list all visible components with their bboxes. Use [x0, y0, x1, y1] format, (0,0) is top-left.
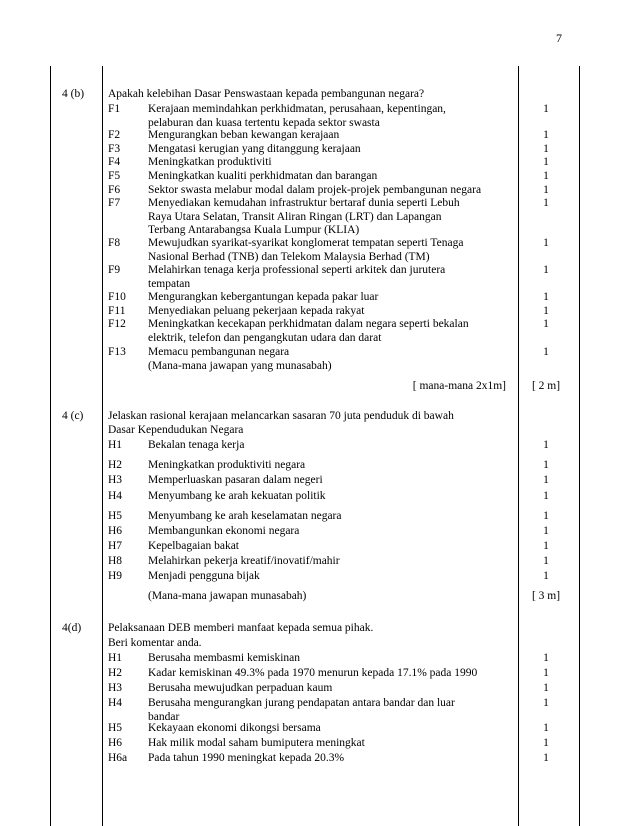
- answer-code: H3: [108, 474, 123, 486]
- answer-mark: 1: [543, 570, 549, 582]
- answer-mark: 1: [543, 197, 549, 209]
- answer-text: Mengatasi kerugian yang ditanggung kerajaan: [148, 143, 361, 155]
- answer-mark: 1: [543, 170, 549, 182]
- answer-mark: 1: [543, 652, 549, 664]
- answer-row: [108, 305, 518, 319]
- answer-text: Kepelbagaian bakat: [148, 540, 239, 552]
- answer-row: [108, 652, 518, 666]
- answer-text: Menyumbang ke arah kekuatan politik: [148, 490, 326, 502]
- answer-code: F13: [108, 346, 126, 358]
- answer-text: Raya Utara Selatan, Transit Aliran Ringan (LRT) dan Lapangan: [148, 210, 442, 223]
- answer-row: [108, 697, 518, 724]
- answer-text: Menyediakan peluang pekerjaan kepada rakyat: [148, 305, 365, 317]
- answer-mark: 1: [543, 237, 549, 249]
- answer-note: (Mana-mana jawapan yang munasabah): [148, 360, 332, 372]
- answer-text: elektrik, telefon dan pengangkutan udara dan darat: [148, 331, 382, 344]
- table-divider-marks: [518, 66, 519, 826]
- answer-code: F4: [108, 156, 121, 168]
- answer-text: tempatan: [148, 277, 191, 290]
- answer-row: [108, 722, 518, 736]
- answer-row: [108, 129, 518, 143]
- answer-text: Kadar kemiskinan 49.3% pada 1970 menurun kepada 17.1% pada 1990: [148, 667, 478, 679]
- answer-mark: 1: [543, 490, 549, 502]
- question-text: Pelaksanaan DEB memberi manfaat kepada semua pihak.: [108, 622, 374, 634]
- answer-text: Memperluaskan pasaran dalam negeri: [148, 474, 323, 486]
- question-number: 4 (c): [62, 410, 84, 422]
- answer-code: H7: [108, 540, 123, 552]
- question-text: Dasar Kependudukan Negara: [108, 424, 244, 436]
- answer-row: [108, 264, 518, 291]
- answer-text: Kekayaan ekonomi dikongsi bersama: [148, 722, 321, 734]
- question-text: Apakah kelebihan Dasar Penswastaan kepada pembangunan negara?: [108, 88, 425, 100]
- answer-text: pelaburan dan kuasa tertentu kepada sektor swasta: [148, 116, 380, 129]
- answer-code: F5: [108, 170, 121, 182]
- answer-code: H6a: [108, 752, 128, 764]
- answer-note: (Mana-mana jawapan munasabah): [148, 590, 307, 602]
- answer-text: Menjadi pengguna bijak: [148, 570, 260, 582]
- answer-mark: 1: [543, 156, 549, 168]
- answer-text: Pada tahun 1990 meningkat kepada 20.3%: [148, 752, 345, 764]
- answer-mark: 1: [543, 752, 549, 764]
- answer-mark: 1: [543, 291, 549, 303]
- answer-code: F2: [108, 129, 121, 141]
- total-marks: [ 3 m]: [531, 590, 561, 602]
- answer-text: bandar: [148, 710, 180, 723]
- answer-text: Meningkatkan produktiviti negara: [148, 459, 306, 471]
- answer-mark: 1: [543, 540, 549, 552]
- answer-text: Mengurangkan beban kewangan kerajaan: [148, 129, 340, 141]
- answer-row: [108, 490, 518, 504]
- question-text: Beri komentar anda.: [108, 637, 202, 649]
- answer-row: [108, 459, 518, 473]
- answer-text: Menyumbang ke arah keselamatan negara: [148, 510, 342, 522]
- answer-row: [108, 291, 518, 305]
- answer-text: Bekalan tenaga kerja: [148, 439, 245, 451]
- answer-mark: 1: [543, 184, 549, 196]
- answer-row: [108, 318, 518, 345]
- answer-code: H4: [108, 697, 123, 709]
- answer-text: Kerajaan memindahkan perkhidmatan, perusahaan, kepentingan,: [148, 103, 446, 115]
- answer-row: [108, 737, 518, 751]
- answer-code: H1: [108, 652, 123, 664]
- answer-text: Memacu pembangunan negara: [148, 346, 290, 358]
- answer-mark: 1: [543, 264, 549, 276]
- answer-row: [108, 170, 518, 184]
- answer-row: [108, 237, 518, 264]
- answer-mark: 1: [543, 722, 549, 734]
- answer-mark: 1: [543, 143, 549, 155]
- answer-text: Menyediakan kemudahan infrastruktur bertaraf dunia seperti Lebuh: [148, 197, 460, 209]
- answer-text: Sektor swasta melabur modal dalam projek-projek pembangunan negara: [148, 184, 482, 196]
- answer-text: Meningkatkan kualiti perkhidmatan dan barangan: [148, 170, 378, 182]
- answer-code: F9: [108, 264, 121, 276]
- question-number: 4(d): [62, 622, 82, 634]
- answer-mark: 1: [543, 439, 549, 451]
- answer-row: [108, 540, 518, 554]
- answer-text: Melahirkan tenaga kerja professional seperti arkitek dan jurutera: [148, 264, 446, 276]
- answer-code: H4: [108, 490, 123, 502]
- answer-text: Membangunkan ekonomi negara: [148, 525, 300, 537]
- answer-code: F6: [108, 184, 121, 196]
- answer-code: F1: [108, 103, 121, 115]
- answer-code: H3: [108, 682, 123, 694]
- answer-mark: 1: [543, 129, 549, 141]
- answer-code: H2: [108, 459, 123, 471]
- answer-row: [108, 667, 518, 681]
- answer-mark: 1: [543, 510, 549, 522]
- answer-mark: 1: [543, 682, 549, 694]
- answer-row: [108, 474, 518, 488]
- answer-code: H2: [108, 667, 123, 679]
- page-number: 7: [556, 31, 562, 45]
- answer-code: H6: [108, 737, 123, 749]
- answer-mark: 1: [543, 103, 549, 115]
- question-number: 4 (b): [62, 88, 85, 100]
- answer-code: H1: [108, 439, 123, 451]
- answer-text: Berusaha mengurangkan jurang pendapatan antara bandar dan luar: [148, 697, 455, 709]
- answer-code: F7: [108, 197, 121, 209]
- answer-mark: 1: [543, 459, 549, 471]
- answer-text: Meningkatkan kecekapan perkhidmatan dalam negara seperti bekalan: [148, 318, 469, 330]
- table-border-left: [50, 66, 51, 826]
- answer-mark: 1: [543, 555, 549, 567]
- total-marks: [ 2 m]: [531, 380, 561, 392]
- answer-text: Hak milik modal saham bumiputera meningkat: [148, 737, 365, 749]
- answer-row: [108, 525, 518, 539]
- answer-mark: 1: [543, 737, 549, 749]
- answer-text: Meningkatkan produktiviti: [148, 156, 272, 168]
- answer-row: [108, 682, 518, 696]
- answer-row: [108, 510, 518, 524]
- answer-text: Berusaha mewujudkan perpaduan kaum: [148, 682, 333, 694]
- answer-code: F11: [108, 305, 126, 317]
- answer-row: [108, 143, 518, 157]
- answer-row: [108, 439, 518, 453]
- answer-mark: 1: [543, 305, 549, 317]
- answer-code: H6: [108, 525, 123, 537]
- answer-code: H9: [108, 570, 123, 582]
- answer-mark: 1: [543, 346, 549, 358]
- answer-row: [108, 156, 518, 170]
- answer-row: [108, 346, 518, 360]
- answer-code: F8: [108, 237, 121, 249]
- answer-mark: 1: [543, 318, 549, 330]
- answer-text: Nasional Berhad (TNB) dan Telekom Malaysia Berhad (TM): [148, 250, 430, 263]
- answer-row: [108, 555, 518, 569]
- answer-code: H5: [108, 510, 123, 522]
- answer-row: [108, 197, 518, 238]
- answer-text: Terbang Antarabangsa Kuala Lumpur (KLIA): [148, 224, 360, 236]
- answer-code: H5: [108, 722, 123, 734]
- answer-row: [108, 752, 518, 766]
- answer-text: Melahirkan pekerja kreatif/inovatif/mahir: [148, 555, 340, 567]
- mark-tally: [ mana-mana 2x1m]: [412, 380, 506, 392]
- answer-text: Mengurangkan kebergantungan kepada pakar luar: [148, 291, 379, 303]
- answer-mark: 1: [543, 667, 549, 679]
- answer-mark: 1: [543, 474, 549, 486]
- question-text: Jelaskan rasional kerajaan melancarkan sasaran 70 juta penduduk di bawah: [108, 410, 454, 422]
- answer-row: [108, 184, 518, 198]
- answer-mark: 1: [543, 525, 549, 537]
- answer-code: F3: [108, 143, 121, 155]
- answer-code: F10: [108, 291, 126, 303]
- answer-text: Mewujudkan syarikat-syarikat konglomerat tempatan seperti Tenaga: [148, 237, 464, 249]
- table-divider-question: [102, 66, 103, 826]
- table-border-right: [579, 66, 580, 826]
- answer-row: [108, 103, 518, 130]
- answer-text: Berusaha membasmi kemiskinan: [148, 652, 301, 664]
- answer-code: H8: [108, 555, 123, 567]
- answer-row: [108, 570, 518, 584]
- answer-mark: 1: [543, 697, 549, 709]
- answer-code: F12: [108, 318, 126, 330]
